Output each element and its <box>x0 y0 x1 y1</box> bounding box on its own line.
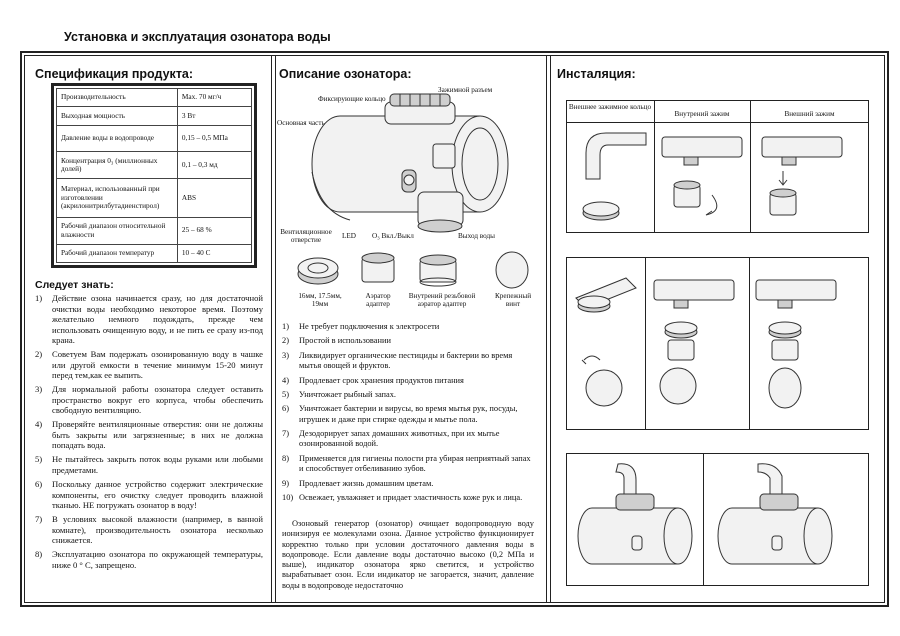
spec-row <box>57 244 252 262</box>
feature-text: Простой в использовании <box>299 336 391 346</box>
know-item-text: Проверяйте вентиляционные отверстия: они не должны быть закрыты или загрязненные; в них не должна попадать вода. <box>52 419 263 451</box>
feature-text: Не требует подключения к электросети <box>299 322 440 331</box>
feature-number: 4) <box>282 375 289 385</box>
know-item-text: Для нормальной работы озонатора следует оставить пространство вокруг его корпуса, чтобы обеспечить свободную вентиляцию. <box>52 384 263 416</box>
spec-value: 10 – 40 С <box>177 244 251 262</box>
feature-item <box>282 336 534 346</box>
label-vent-hole: Вентиляционное отверстие <box>280 228 332 245</box>
feature-item <box>282 404 534 425</box>
know-item <box>35 549 263 570</box>
feature-text: Продлевает жизнь домашним цветам. <box>299 478 434 488</box>
know-item-number: 3) <box>35 384 43 395</box>
feature-item <box>282 390 534 400</box>
know-item <box>35 514 263 546</box>
know-item <box>35 419 263 451</box>
know-item-text: Эксплуатацию озонатора по окружающей температуры, ниже 0 ° С, запрещено. <box>52 549 263 570</box>
feature-number: 2) <box>282 336 289 346</box>
install-step2-illustration <box>566 258 869 428</box>
label-part-aerator-adapter: Аэратор адаптер <box>365 292 391 309</box>
spec-value: 3 Вт <box>177 107 251 125</box>
spec-key: Выходная мощность <box>57 107 178 125</box>
spec-row <box>57 179 252 218</box>
know-item <box>35 384 263 416</box>
feature-text: Освежает, увлажняет и придает эластичность коже рук и лица. <box>299 492 523 502</box>
spec-key: Материал, использованный при изготовлении (акрилонитрилбутадиенстирол) <box>57 179 178 218</box>
label-main-body: Основная часть <box>277 119 325 127</box>
label-part-sizes: 16мм, 17.5мм, 19мм <box>298 292 342 309</box>
label-water-outlet: Выход воды <box>458 232 495 240</box>
know-item-number: 6) <box>35 478 43 489</box>
column-divider-2 <box>546 55 547 603</box>
spec-row <box>57 125 252 152</box>
feature-number: 9) <box>282 478 289 488</box>
feature-number: 7) <box>282 429 289 439</box>
know-item-number: 7) <box>35 514 43 525</box>
know-heading: Следует знать: <box>35 279 114 291</box>
spec-key: Производительность <box>57 89 178 107</box>
install-step3-illustration <box>566 454 869 584</box>
know-list <box>35 293 263 574</box>
know-item-number: 1) <box>35 293 43 303</box>
label-clamp-connector: Зажимной разъем <box>438 86 493 94</box>
label-led: LED <box>342 232 356 240</box>
feature-text: Дезодорирует запах домашних животных, при их мытье озонированной водой. <box>299 429 500 449</box>
column-divider-2b <box>550 55 551 603</box>
feature-text: Уничтожает рыбный запах. <box>299 390 397 399</box>
spec-value: 25 – 68 % <box>177 217 251 244</box>
spec-value: ABS <box>177 179 251 218</box>
feature-text: Продлевает срок хранения продуктов питания <box>299 375 464 385</box>
install-col-inner-clamp: Внутрений зажим <box>674 110 730 118</box>
feature-item <box>282 322 534 332</box>
feature-text: Применяется для гигиены полости рта убирая неприятный запах и способствует отбеливанию зубов. <box>299 453 531 474</box>
spec-heading: Спецификация продукта: <box>35 67 194 81</box>
know-item-number: 8) <box>35 549 43 560</box>
spec-row <box>57 107 252 125</box>
column-divider-1b <box>275 55 276 603</box>
spec-value: Max. 70 мг/ч <box>177 89 251 107</box>
know-item <box>35 454 263 475</box>
feature-list <box>282 322 534 507</box>
feature-item <box>282 493 534 503</box>
desc-heading: Описание озонатора: <box>279 67 412 81</box>
know-item-text: В условиях высокой влажности (например, в ванной комнате), производительность озонатора несколько снижается. <box>52 514 263 546</box>
know-item-text: Советуем Вам подержать озонированную воду в чашке или другой емкости в течение минимум 15-20 минут перед тем,как ее выпить. <box>52 349 263 381</box>
know-item <box>35 349 263 381</box>
install-step1-illustration <box>566 123 869 231</box>
spec-key: Концентрация 0₃ (миллионных долей) <box>57 152 178 179</box>
feature-number: 1) <box>282 322 289 331</box>
label-part-screw: Крепежный винт <box>494 292 532 309</box>
know-item-text: Поскольку данное устройство содержит электрические компоненты, его очистку следует проводить влажной тканью. НЕ погружать озонатор в воду! <box>52 478 263 511</box>
accessory-illustrations <box>290 250 540 292</box>
label-fixing-ring: Фиксирующие кольцо <box>318 95 386 103</box>
install-col-outer-clamp: Внешний зажим <box>784 110 835 118</box>
feature-item <box>282 429 534 450</box>
feature-number: 5) <box>282 390 289 399</box>
feature-item <box>282 454 534 475</box>
label-o3-switch: O₃ Вкл./Выкл <box>372 232 414 240</box>
know-item-text: Действие озона начинается сразу, но для достаточной очистки воды необходимо некоторое время. Поэтому желательно немного подождать, прежде чем использовать очищенную воду, и не пить ее сразу из-под крана. <box>52 293 263 346</box>
ozonator-illustration <box>290 92 530 242</box>
install-col-outer-ring: Внешнее зажимное кольцо <box>568 103 652 111</box>
feature-text: Ликвидирует органические пестициды и бактерии во время мытья овощей и фруктов. <box>299 350 513 371</box>
spec-value: 0,15 – 0,5 МПа <box>177 125 251 152</box>
spec-row <box>57 152 252 179</box>
spec-row <box>57 217 252 244</box>
feature-number: 10) <box>282 492 294 502</box>
feature-item <box>282 351 534 372</box>
install-heading: Инсталяция: <box>557 67 636 81</box>
feature-number: 3) <box>282 350 289 360</box>
spec-key: Рабочий диапазон температур <box>57 244 178 262</box>
page-title: Установка и эксплуатация озонатора воды <box>64 30 331 44</box>
feature-text: Уничтожает бактерии и вирусы, во время мытья рук, посуды, игрушек и даже при стирке одежды и мытье пола. <box>299 404 518 424</box>
feature-number: 6) <box>282 404 289 414</box>
column-divider-1 <box>271 55 272 603</box>
spec-value: 0,1 – 0,3 мд <box>177 152 251 179</box>
label-part-inner-thread-adapter: Внутрений резьбовой аэратор адаптер <box>408 292 476 309</box>
know-item-number: 2) <box>35 349 43 360</box>
spec-table <box>56 88 252 263</box>
know-item-number: 4) <box>35 419 43 430</box>
know-item <box>35 293 263 346</box>
spec-key: Давление воды в водопроводе <box>57 125 178 152</box>
spec-row <box>57 89 252 107</box>
know-item-text: Не пытайтесь закрыть поток воды руками или любыми предметами. <box>52 454 263 475</box>
ozonator-description-paragraph: Озоновый генератор (озонатор) очищает водопроводную воду ионизируя ее молекулами озона. Данное устройство функционирует корректно только при условии достаточного давления воды в водопроводе. Если давление воды достаточно высоко (0,2 МПа и выше), индикатор озонатора ярко светится, и устройство вырабатывает озон. Если индикатор не загорается, значит, давление воды в водопроводе недостаточно <box>282 519 534 590</box>
feature-item <box>282 479 534 489</box>
spec-table-box <box>51 83 257 268</box>
know-item-number: 5) <box>35 454 43 465</box>
feature-number: 8) <box>282 453 289 463</box>
know-item <box>35 479 263 511</box>
spec-key: Рабочий диапазон относительной влажности <box>57 217 178 244</box>
feature-item <box>282 376 534 386</box>
